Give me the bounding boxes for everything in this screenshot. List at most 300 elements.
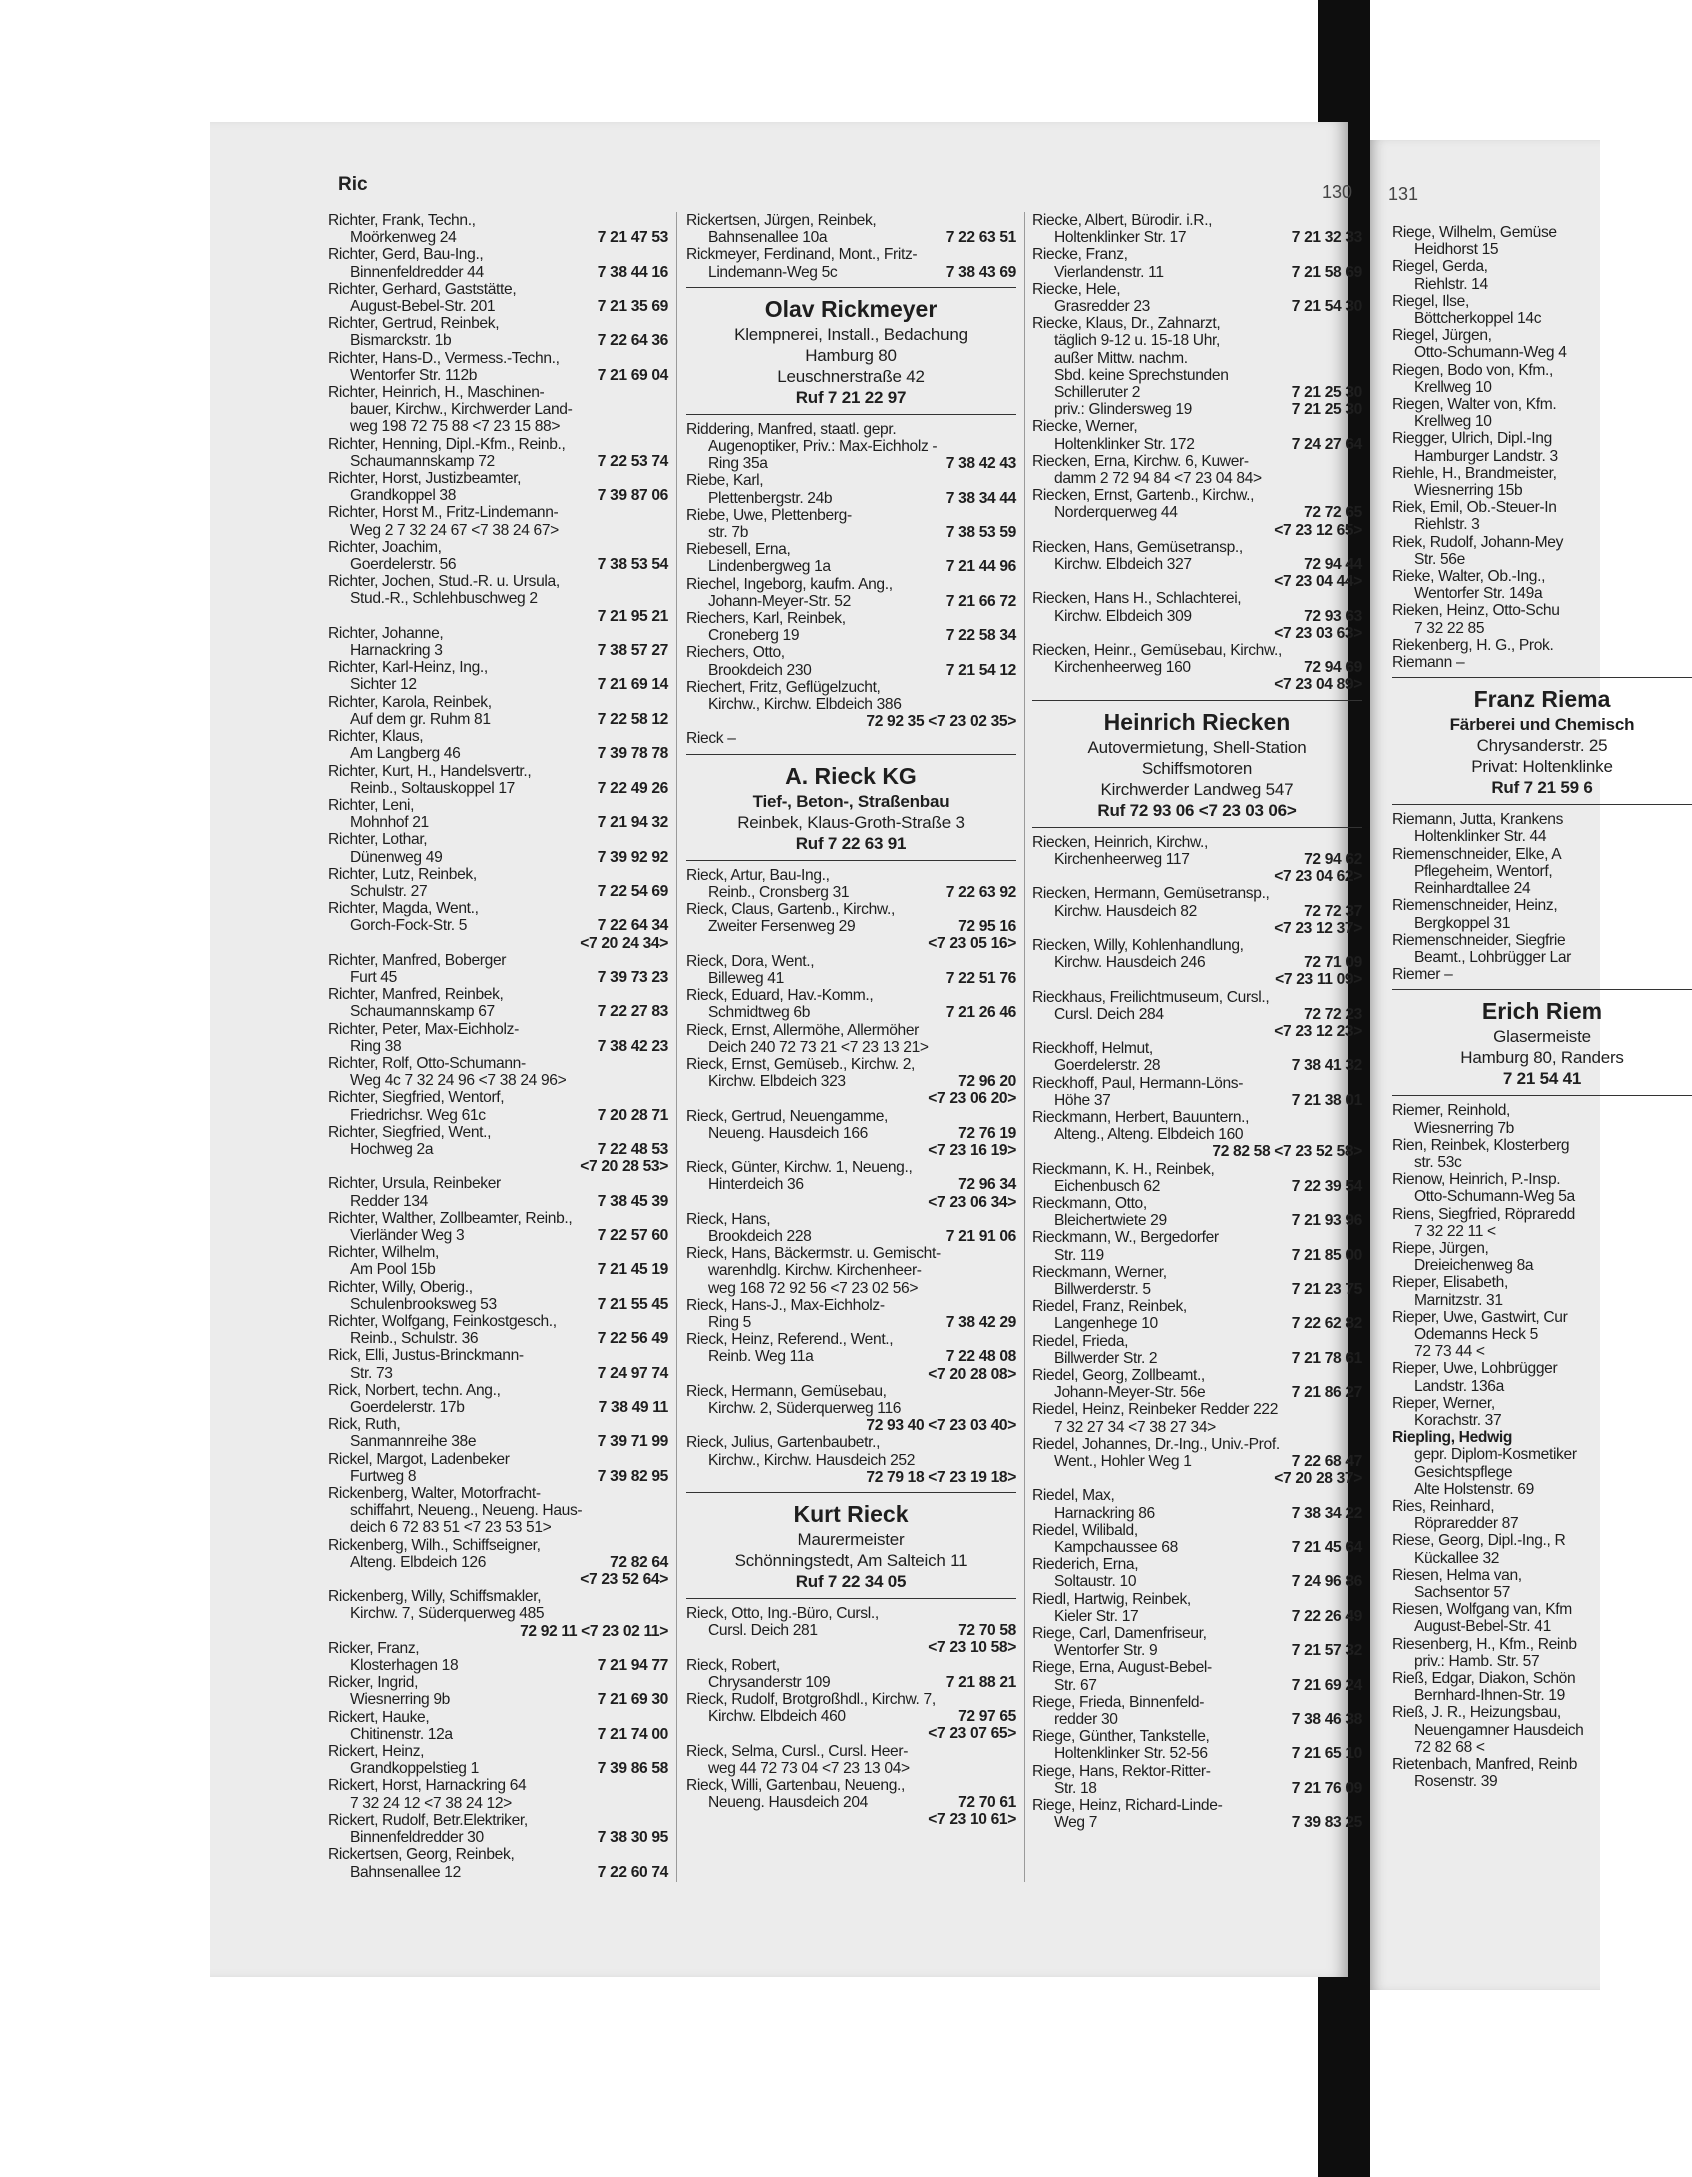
ad-company-name: Kurt Rieck — [793, 1500, 909, 1527]
phone-number: <7 23 04 62> — [1274, 868, 1362, 886]
listing-text: Pflegeheim, Wentorf, — [1414, 862, 1553, 880]
phone-number: 7 39 87 06 — [597, 487, 668, 505]
listing-line — [686, 1639, 1016, 1656]
listing-text: Schilleruter 2 — [1054, 384, 1141, 402]
phone-number: 7 22 27 83 — [597, 1003, 668, 1021]
listing-line — [686, 679, 1016, 696]
listing-text: Chitinenstr. 12a — [350, 1725, 453, 1743]
ad-rule — [686, 754, 1016, 755]
listing-text: Rietenbach, Manfred, Reinb — [1392, 1756, 1578, 1774]
listing-text: priv.: Glindersweg 19 — [1054, 401, 1192, 419]
listing-text: Sanmannreihe 38e — [350, 1433, 477, 1451]
listing-line — [1392, 915, 1692, 932]
phone-number: 7 21 94 77 — [597, 1657, 668, 1675]
listing-text: Rien, Reinbek, Klosterberg — [1392, 1136, 1570, 1154]
listing-text: Schulenbrooksweg 53 — [350, 1295, 497, 1313]
listing-text: Neueng. Hausdeich 166 — [708, 1124, 868, 1142]
listing-line — [328, 1038, 668, 1055]
listing-text: Mohnhof 21 — [350, 814, 429, 832]
listing-text: Johann-Meyer-Str. 56e — [1054, 1384, 1206, 1402]
listing-line — [686, 1108, 1016, 1125]
listing-line — [686, 507, 1016, 524]
ad-rule — [1032, 700, 1362, 701]
listing-line — [1392, 1309, 1692, 1326]
listing-line — [328, 1141, 668, 1158]
advertisement — [686, 294, 1016, 408]
listing-text: Rieck, Dora, Went., — [686, 952, 815, 970]
phone-number: 7 22 58 34 — [945, 627, 1016, 645]
listing-line — [1032, 1505, 1362, 1522]
listing-text: Wentorfer Str. 9 — [1054, 1642, 1158, 1660]
listing-line — [1032, 1247, 1362, 1264]
listing-text: Rick, Norbert, techn. Ang., — [328, 1381, 501, 1399]
listing-line — [1392, 1618, 1692, 1635]
listing-text: Rieck, Eduard, Hav.-Komm., — [686, 987, 874, 1005]
listing-text: Str. 73 — [350, 1364, 393, 1382]
listing-line — [686, 1777, 1016, 1794]
listing-text: Reinb., Schulstr. 36 — [350, 1330, 479, 1348]
phone-number: 7 22 64 36 — [597, 332, 668, 350]
listing-text: Riedel, Franz, Reinbek, — [1032, 1298, 1187, 1316]
phone-number: 7 21 38 01 — [1291, 1091, 1362, 1109]
listing-line — [686, 1314, 1016, 1331]
listing-text: Holtenklinker Str. 52-56 — [1054, 1745, 1208, 1763]
phone-number: 7 38 30 95 — [597, 1829, 668, 1847]
listing-line — [686, 1022, 1016, 1039]
listing-line — [1392, 1722, 1692, 1739]
phone-number: 7 24 96 86 — [1291, 1573, 1362, 1591]
listing-text: Riedel, Johannes, Dr.-Ing., Univ.-Prof. — [1032, 1435, 1280, 1453]
listing-text: Dreieichenweg 8a — [1414, 1257, 1534, 1275]
listing-line — [328, 1674, 668, 1691]
phone-number: <7 23 10 58> — [928, 1639, 1016, 1657]
listing-line — [1032, 1487, 1362, 1504]
listing-text: Riechers, Karl, Reinbek, — [686, 610, 846, 628]
phone-number: 72 94 62 — [1304, 850, 1362, 868]
listing-line — [328, 1846, 668, 1863]
listing-line — [1392, 811, 1692, 828]
listing-line — [1032, 556, 1362, 573]
advertisement — [686, 761, 1016, 854]
listing-line — [328, 1640, 668, 1657]
listing-text: Brookdeich 230 — [708, 661, 812, 679]
listing-text: Weg 2 7 32 24 67 <7 38 24 67> — [350, 521, 559, 539]
listing-text: Zweiter Fersenweg 29 — [708, 918, 856, 936]
listing-line — [328, 1330, 668, 1347]
listing-text: August-Bebel-Str. 201 — [350, 298, 496, 316]
listing-text: Riebe, Uwe, Plettenberg- — [686, 506, 852, 524]
listing-line — [686, 1725, 1016, 1742]
ad-line: Maurermeister — [797, 1529, 905, 1549]
listing-line — [1392, 637, 1692, 654]
listing-text: Krellweg 10 — [1414, 413, 1492, 431]
listing-line — [1032, 1728, 1362, 1745]
phone-number: 72 92 35 <7 23 02 35> — [866, 713, 1016, 731]
listing-text: Grasredder 23 — [1054, 298, 1150, 316]
listing-text: Rosenstr. 39 — [1414, 1773, 1498, 1791]
listing-line — [1032, 1625, 1362, 1642]
phone-number: 7 22 54 69 — [597, 882, 668, 900]
listing-line — [1392, 344, 1692, 361]
listing-line — [328, 1399, 668, 1416]
listing-text: Rieckmann, W., Bergedorfer — [1032, 1229, 1219, 1247]
listing-line — [1392, 1188, 1692, 1205]
listing-text: Am Pool 15b — [350, 1261, 436, 1279]
listing-text: Billwerderstr. 5 — [1054, 1280, 1151, 1298]
phone-number: 7 38 44 16 — [597, 263, 668, 281]
listing-text: Holtenklinker Str. 17 — [1054, 229, 1187, 247]
ad-phone: Ruf 72 93 06 <7 23 03 06> — [1097, 800, 1297, 820]
listing-line — [328, 1864, 668, 1881]
ad-rule — [1392, 989, 1692, 990]
listing-text: Gesichtspflege — [1414, 1463, 1513, 1481]
phone-number: <7 23 06 34> — [928, 1193, 1016, 1211]
phone-number: 7 38 42 43 — [945, 455, 1016, 473]
listing-line — [328, 212, 668, 229]
listing-line — [328, 1777, 668, 1794]
listing-line — [686, 1297, 1016, 1314]
phone-number: 7 22 63 92 — [945, 883, 1016, 901]
listing-line — [686, 229, 1016, 246]
listing-text: Ring 38 — [350, 1037, 402, 1055]
listing-line — [1032, 1401, 1362, 1418]
listing-line — [328, 849, 668, 866]
listing-line — [1032, 1694, 1362, 1711]
listing-text: Kampchaussee 68 — [1054, 1539, 1178, 1557]
listing-text: gepr. Diplom-Kosmetiker — [1414, 1446, 1577, 1464]
phone-number: 7 39 86 58 — [597, 1760, 668, 1778]
listing-line — [328, 246, 668, 263]
listing-text: Richter, Magda, Went., — [328, 900, 479, 918]
listing-line — [686, 1400, 1016, 1417]
listing-line — [1392, 327, 1692, 344]
listing-line — [686, 987, 1016, 1004]
listing-text: Hinterdeich 36 — [708, 1176, 804, 1194]
listing-text: Rieck, Artur, Bau-Ing., — [686, 866, 830, 884]
listing-line — [328, 298, 668, 315]
listing-line — [1392, 1481, 1692, 1498]
listing-line — [1032, 1522, 1362, 1539]
listing-line — [1392, 1498, 1692, 1515]
listing-line — [1392, 276, 1692, 293]
phone-number: 7 21 78 61 — [1291, 1349, 1362, 1367]
phone-number: 7 38 34 44 — [945, 489, 1016, 507]
listing-line — [686, 1605, 1016, 1622]
listing-text: Riedel, Max, — [1032, 1487, 1115, 1505]
listing-line — [1392, 1653, 1692, 1670]
listing-text: Riecken, Hermann, Gemüsetransp., — [1032, 885, 1270, 903]
listing-line — [686, 1708, 1016, 1725]
listing-line — [328, 1296, 668, 1313]
listing-text: Schmidtweg 6b — [708, 1004, 811, 1022]
listing-line — [328, 539, 668, 556]
listing-text: Alteng. Elbdeich 126 — [350, 1553, 487, 1571]
listing-text: Riemenschneider, Elke, A — [1392, 845, 1562, 863]
phone-number: 7 38 45 39 — [597, 1192, 668, 1210]
listing-line — [328, 436, 668, 453]
listing-line — [328, 659, 668, 676]
phone-number: <7 23 04 44> — [1274, 573, 1362, 591]
listing-text: Sbd. keine Sprechstunden — [1054, 366, 1229, 384]
phone-number: <7 23 12 23> — [1274, 1022, 1362, 1040]
listing-line — [1032, 264, 1362, 281]
phone-number: <7 23 16 19> — [928, 1141, 1016, 1159]
phone-number: 7 38 41 32 — [1291, 1057, 1362, 1075]
listing-text: Riehle, H., Brandmeister, — [1392, 464, 1557, 482]
phone-number: 7 38 49 11 — [598, 1399, 668, 1417]
listing-line — [1032, 470, 1362, 487]
listing-text: Binnenfeldredder 44 — [350, 263, 484, 281]
listing-text: Richter, Heinrich, H., Maschinen- — [328, 384, 545, 402]
listing-text: weg 44 72 73 04 <7 23 13 04> — [708, 1759, 910, 1777]
ad-company-name: A. Rieck KG — [785, 762, 917, 789]
listing-text: Kirchw. Elbdeich 323 — [708, 1073, 846, 1091]
ad-line: Kirchwerder Landweg 547 — [1100, 779, 1294, 799]
listing-text: Riemer, Reinhold, — [1392, 1102, 1510, 1120]
listing-line — [1032, 1333, 1362, 1350]
listing-line — [1032, 436, 1362, 453]
listing-line — [328, 401, 668, 418]
listing-line — [328, 728, 668, 745]
left-page — [210, 122, 1362, 1977]
listing-line — [1032, 384, 1362, 401]
phone-number: 7 22 68 47 — [1291, 1453, 1362, 1470]
listing-text: Richter, Karola, Reinbek, — [328, 693, 492, 711]
listing-line — [328, 264, 668, 281]
phone-number: 7 21 45 64 — [1291, 1539, 1362, 1557]
listing-text: Richter, Lutz, Reinbek, — [328, 865, 477, 883]
listing-text: Bahnsenallee 10a — [708, 229, 828, 247]
phone-number: 7 39 82 95 — [597, 1467, 668, 1485]
listing-line — [328, 1244, 668, 1261]
listing-line — [1392, 224, 1692, 241]
listing-text: Richter, Gertrud, Reinbek, — [328, 315, 500, 333]
listing-line — [328, 504, 668, 521]
listing-text: Str. 56e — [1414, 550, 1465, 568]
listing-text: Riemer – — [1392, 966, 1453, 984]
listing-line — [1392, 1567, 1692, 1584]
listing-text: Str. 119 — [1054, 1246, 1104, 1264]
phone-number: 7 21 69 04 — [597, 366, 668, 384]
listing-line — [686, 1452, 1016, 1469]
listing-line — [686, 593, 1016, 610]
listing-text: Korachstr. 37 — [1414, 1411, 1502, 1429]
listing-line — [1392, 1464, 1692, 1481]
phone-number: 7 22 51 76 — [945, 969, 1016, 987]
phone-number: 7 21 45 19 — [597, 1261, 668, 1279]
listing-line — [328, 350, 668, 367]
phone-number: 7 21 88 21 — [945, 1673, 1016, 1691]
listing-line — [686, 1073, 1016, 1090]
listing-text: Holtenklinker Str. 172 — [1054, 435, 1195, 453]
listing-text: Rieper, Werner, — [1392, 1394, 1495, 1412]
phone-number: 72 72 37 — [1304, 902, 1362, 920]
listing-line — [1392, 1429, 1692, 1446]
listing-line — [686, 212, 1016, 229]
listing-text: August-Bebel-Str. 41 — [1414, 1618, 1551, 1636]
listing-text: Riecke, Franz, — [1032, 246, 1128, 264]
listing-text: Richter, Wilhelm, — [328, 1244, 440, 1262]
listing-line — [1032, 281, 1362, 298]
listing-line — [328, 1021, 668, 1038]
listing-line — [328, 384, 668, 401]
listing-line — [328, 1158, 668, 1175]
listing-line — [1032, 401, 1362, 418]
phone-number: 7 21 69 30 — [597, 1691, 668, 1709]
phone-number: <7 23 10 61> — [928, 1811, 1016, 1829]
listing-text: Str. 67 — [1054, 1676, 1097, 1694]
listing-line — [1032, 1591, 1362, 1608]
listing-text: Riecken, Erna, Kirchw. 6, Kuwer- — [1032, 452, 1249, 470]
listing-text: Röpraredder 87 — [1414, 1515, 1519, 1533]
listing-line — [328, 814, 668, 831]
listing-text: Riedel, Wilibald, — [1032, 1521, 1138, 1539]
listing-text: Schaumannskamp 72 — [350, 452, 495, 470]
right-column-1 — [1392, 224, 1692, 1790]
phone-number: 7 39 83 25 — [1291, 1814, 1362, 1832]
ad-line: Klempnerei, Install., Bedachung — [734, 324, 968, 344]
listing-text: Riege, Günther, Tankstelle, — [1032, 1728, 1210, 1746]
listing-text: Rieper, Uwe, Gastwirt, Cur — [1392, 1308, 1568, 1326]
phone-number: <7 23 07 65> — [928, 1725, 1016, 1743]
listing-line — [686, 1004, 1016, 1021]
listing-text: Richter, Manfred, Reinbek, — [328, 986, 504, 1004]
listing-line — [1032, 851, 1362, 868]
listing-text: Böttcherkoppel 14c — [1414, 310, 1542, 328]
listing-text: Rieckhoff, Paul, Hermann-Löns- — [1032, 1074, 1244, 1092]
listing-line — [328, 917, 668, 934]
listing-line — [328, 1726, 668, 1743]
listing-line — [686, 472, 1016, 489]
phone-number: 72 94 69 — [1304, 659, 1362, 677]
listing-line — [328, 625, 668, 642]
phone-number: 7 38 34 22 — [1291, 1504, 1362, 1522]
listing-text: Kirchw. 2, Süderquerweg 116 — [708, 1399, 902, 1417]
listing-line — [1392, 362, 1692, 379]
listing-line — [1392, 1171, 1692, 1188]
listing-line — [1032, 1780, 1362, 1797]
listing-text: Neuengamner Hausdeich — [1414, 1721, 1584, 1739]
listing-text: Wentorfer Str. 149a — [1414, 585, 1543, 603]
listing-text: Rieckhoff, Helmut, — [1032, 1040, 1153, 1058]
listing-text: Riecken, Heinrich, Kirchw., — [1032, 833, 1209, 851]
listing-text: Riesen, Helma van, — [1392, 1566, 1522, 1584]
listing-text: Rieck, Claus, Gartenb., Kirchw., — [686, 901, 895, 919]
ad-line: Chrysanderstr. 25 — [1476, 736, 1608, 756]
listing-text: Riecke, Hele, — [1032, 280, 1121, 298]
right-page — [1370, 140, 1635, 1990]
listing-line — [1392, 1687, 1692, 1704]
listing-text: Riepling, Hedwig — [1392, 1429, 1513, 1447]
listing-line — [686, 246, 1016, 263]
listing-text: Riek, Emil, Ob.-Steuer-In — [1392, 499, 1557, 517]
listing-line — [1032, 1006, 1362, 1023]
listing-text: Rieck – — [686, 730, 736, 748]
listing-text: Richter, Henning, Dipl.-Kfm., Reinb., — [328, 435, 566, 453]
listing-line — [328, 780, 668, 797]
listing-line — [328, 1760, 668, 1777]
listing-line — [1032, 1745, 1362, 1762]
listing-line — [328, 1072, 668, 1089]
listing-line — [686, 662, 1016, 679]
listing-text: Riege, Carl, Damenfriseur, — [1032, 1625, 1207, 1643]
listing-line — [1032, 1659, 1362, 1676]
listing-text: Höhe 37 — [1054, 1091, 1111, 1109]
phone-number: 7 22 58 12 — [597, 710, 668, 728]
listing-text: Friedrichsr. Weg 61c — [350, 1106, 486, 1124]
listing-text: Richter, Rolf, Otto-Schumann- — [328, 1054, 526, 1072]
ad-rule — [686, 1492, 1016, 1493]
phone-number: 7 22 60 74 — [597, 1863, 668, 1881]
phone-number: 7 21 91 06 — [945, 1227, 1016, 1245]
listing-line — [1392, 828, 1692, 845]
listing-text: Rickertsen, Georg, Reinbek, — [328, 1846, 515, 1864]
listing-text: Am Langberg 46 — [350, 745, 461, 763]
listing-line — [686, 1794, 1016, 1811]
phone-number: 72 93 63 — [1304, 607, 1362, 625]
ad-phone: Ruf 7 21 22 97 — [795, 387, 907, 407]
listing-line — [686, 264, 1016, 281]
listing-line — [328, 453, 668, 470]
advertisement — [686, 1499, 1016, 1592]
listing-text: Kirchw. Hausdeich 82 — [1054, 902, 1197, 920]
listing-text: Riens, Siegfried, Röpraredd — [1392, 1205, 1575, 1223]
column-2 — [686, 212, 1016, 1829]
listing-line — [1392, 379, 1692, 396]
listing-line — [686, 884, 1016, 901]
listing-text: Rieckmann, Werner, — [1032, 1263, 1167, 1281]
listing-line — [1032, 608, 1362, 625]
listing-text: Rieß, Edgar, Diakon, Schön — [1392, 1670, 1576, 1688]
phone-number: <7 23 05 16> — [928, 935, 1016, 953]
listing-text: Rickert, Horst, Harnackring 64 — [328, 1777, 527, 1795]
listing-line — [686, 490, 1016, 507]
listing-text: Riecke, Albert, Bürodir. i.R., — [1032, 212, 1213, 229]
listing-text: Vierlandenstr. 11 — [1054, 263, 1164, 281]
listing-line — [1392, 1773, 1692, 1790]
listing-text: Riesenberg, H., Kfm., Reinb — [1392, 1635, 1577, 1653]
listing-text: Richter, Klaus, — [328, 728, 424, 746]
listing-text: Reinb. Weg 11a — [708, 1348, 814, 1366]
listing-text: Rieck, Willi, Gartenbau, Neueng., — [686, 1777, 905, 1795]
listing-text: Hamburger Landstr. 3 — [1414, 447, 1558, 465]
listing-line — [1392, 430, 1692, 447]
column-1 — [328, 212, 668, 1881]
listing-line — [1032, 1556, 1362, 1573]
listing-text: außer Mittw. nachm. — [1054, 349, 1188, 367]
listing-line — [686, 644, 1016, 661]
listing-line — [328, 608, 668, 625]
phone-number: 72 95 16 — [958, 918, 1016, 936]
listing-text: Rieck, Ernst, Gemüseb., Kirchw. 2, — [686, 1055, 916, 1073]
listing-text: Ring 5 — [708, 1313, 751, 1331]
listing-text: Rickenberg, Willy, Schiffsmakler, — [328, 1588, 542, 1606]
listing-text: Richter, Horst M., Fritz-Lindemann- — [328, 504, 559, 522]
listing-line — [1032, 1384, 1362, 1401]
listing-line — [1392, 465, 1692, 482]
listing-text: Riecken, Heinr., Gemüsebau, Kirchw., — [1032, 642, 1283, 660]
listing-line — [1032, 1677, 1362, 1694]
phone-number: 7 24 97 74 — [597, 1364, 668, 1382]
listing-line — [1032, 1298, 1362, 1315]
listing-line — [328, 1003, 668, 1020]
listing-line — [686, 1159, 1016, 1176]
listing-line — [1032, 246, 1362, 263]
listing-line — [1392, 241, 1692, 258]
listing-text: Augenoptiker, Priv.: Max-Eichholz - — [708, 438, 938, 456]
listing-text: Richter, Gerhard, Gaststätte, — [328, 280, 517, 298]
phone-number: 7 22 64 34 — [597, 917, 668, 935]
